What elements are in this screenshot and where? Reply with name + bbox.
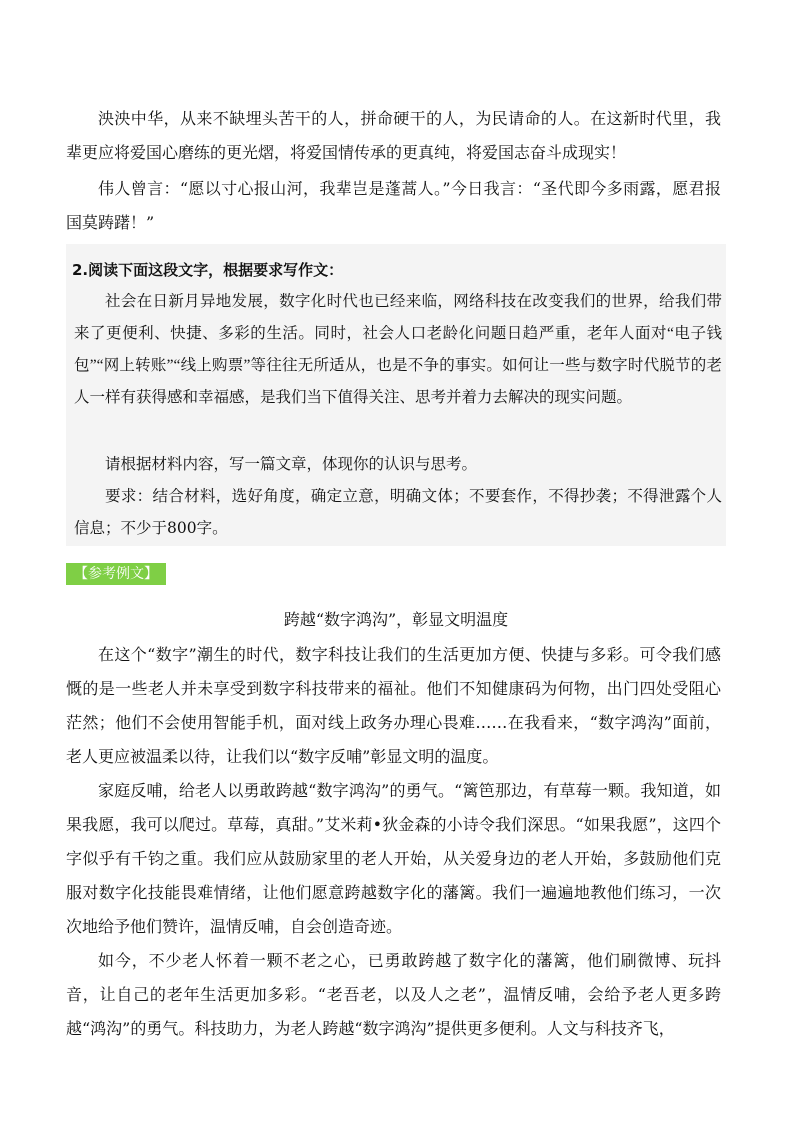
essay-paragraph-3: 如今，不少老人怀着一颗不老之心，已勇敢跨越了数字化的藩篱，他们刷微博、玩抖音，让自己的老年生活更加多彩。“老吾老，以及人之老”，温情反哺，会给予老人更多跨越“鸿沟”的勇气。科技助力，为老人跨越“数字鸿沟”提供更多便利。人文与科技齐飞， xyxy=(66,951,721,1038)
reference-essay-tag: 【参考例文】 xyxy=(66,563,166,585)
question-title: 2.阅读下面这段文字，根据要求写作文： xyxy=(72,261,344,279)
intro-paragraph-2: 伟人曾言：“愿以寸心报山河，我辈岂是蓬蒿人。”今日我言：“圣代即今多雨露，愿君报国莫踌躇！” xyxy=(66,179,721,232)
essay-title: 跨越“数字鸿沟”，彰显文明温度 xyxy=(283,610,509,629)
intro-paragraph-1: 泱泱中华，从来不缺埋头苦干的人，拼命硬干的人，为民请命的人。在这新时代里，我辈更应将爱国心磨练的更光熠，将爱国情传承的更真纯，将爱国志奋斗成现实！ xyxy=(66,109,721,162)
question-material: 社会在日新月异地发展，数字化时代也已经来临，网络科技在改变我们的世界，给我们带来了更便利、快捷、多彩的生活。同时，社会人口老龄化问题日趋严重，老年人面对“电子钱包”“网上转账”“线上购票”等往往无所适从，也是不争的事实。如何让一些与数字时代脱节的老人一样有获得感和幸福感，是我们当下值得关注、思考并着力去解决的现实问题。 xyxy=(74,293,722,406)
question-instruction: 请根据材料内容，写一篇文章，体现你的认识与思考。 xyxy=(105,455,478,473)
question-requirements: 要求：结合材料，选好角度，确定立意，明确文体；不要套作，不得抄袭；不得泄露个人信息；不少于800字。 xyxy=(74,487,722,537)
essay-paragraph-1: 在这个“数字”潮生的时代，数字科技让我们的生活更加方便、快捷与多彩。可令我们感慨的是一些老人并未享受到数字科技带来的福祉。他们不知健康码为何物，出门四处受阻心茫然；他们不会使用智能手机，面对线上政务办理心畏难……在我看来，“数字鸿沟”面前，老人更应被温柔以待，让我们以“数字反哺”彰显文明的温度。 xyxy=(66,645,721,766)
essay-paragraph-2: 家庭反哺，给老人以勇敢跨越“数字鸿沟”的勇气。“篱笆那边，有草莓一颗。我知道，如果我愿，我可以爬过。草莓，真甜。”艾米莉•狄金森的小诗令我们深思。“如果我愿”，这四个字似乎有千钧之重。我们应从鼓励家里的老人开始，从关爱身边的老人开始，多鼓励他们克服对数字化技能畏难情绪，让他们愿意跨越数字化的藩篱。我们一遍遍地教他们练习，一次次地给予他们赞许，温情反哺，自会创造奇迹。 xyxy=(66,781,721,936)
